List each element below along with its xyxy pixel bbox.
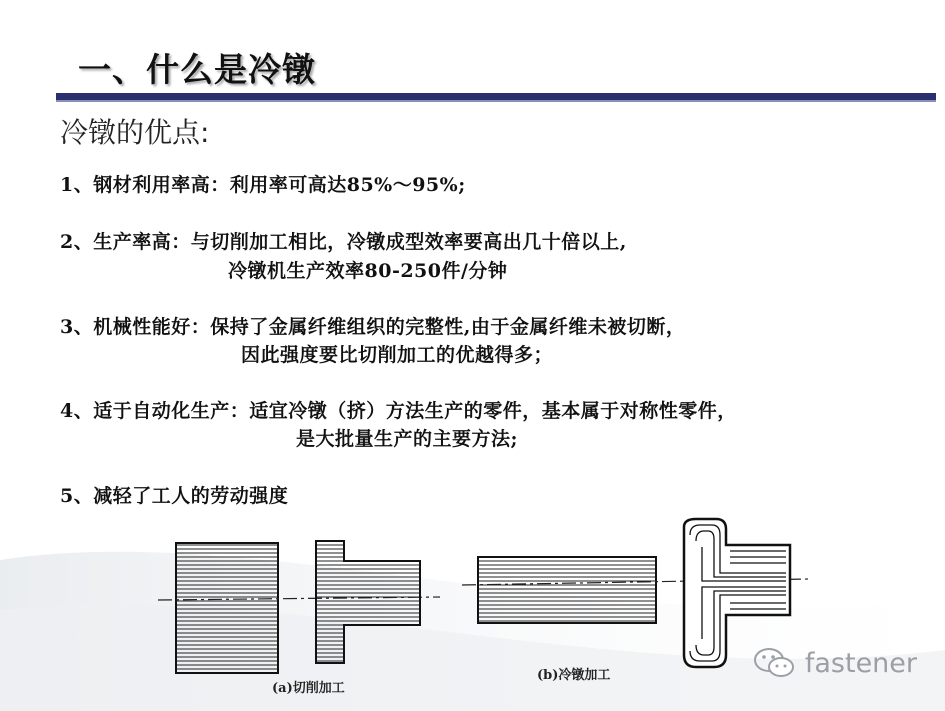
- figure-caption-a: (a)切削加工: [272, 681, 345, 696]
- advantage-3-continued: 因此强度要比切削加工的优越得多；: [241, 344, 554, 366]
- advantage-4: 4、适于自动化生产：适宜冷镦（挤）方法生产的零件，基本属于对称性零件，: [60, 400, 737, 422]
- advantage-5: 5、减轻了工人的劳动强度: [60, 485, 289, 507]
- figure-b-raw-bar: [478, 557, 656, 623]
- figure-a-machined-part: [316, 541, 420, 663]
- advantage-4-continued: 是大批量生产的主要方法;: [296, 428, 519, 450]
- figure-b-headed-part: [684, 519, 790, 667]
- advantage-2-continued: 冷镦机生产效率80-250件/分钟: [228, 260, 508, 282]
- watermark: [753, 646, 917, 680]
- wechat-icon: [753, 646, 795, 680]
- subtitle: 冷镦的优点:: [60, 116, 210, 149]
- title-underline-thin: [56, 100, 936, 102]
- figure-caption-b: (b)冷镦加工: [537, 668, 611, 683]
- advantage-3: 3、机械性能好：保持了金属纤维组织的完整性,由于金属纤维未被切断，: [60, 316, 686, 338]
- advantage-1: 1、钢材利用率高：利用率可高达85%～95%;: [60, 174, 466, 196]
- slide-title: 一、什么是冷镦: [78, 50, 316, 89]
- fiber-flow-figure: [150, 515, 830, 695]
- watermark-text: fastener: [804, 647, 917, 679]
- figure-a-raw-bar: [176, 543, 278, 673]
- title-underline: [56, 93, 936, 100]
- advantage-2: 2、生产率高：与切削加工相比，冷镦成型效率要高出几十倍以上,: [60, 231, 627, 253]
